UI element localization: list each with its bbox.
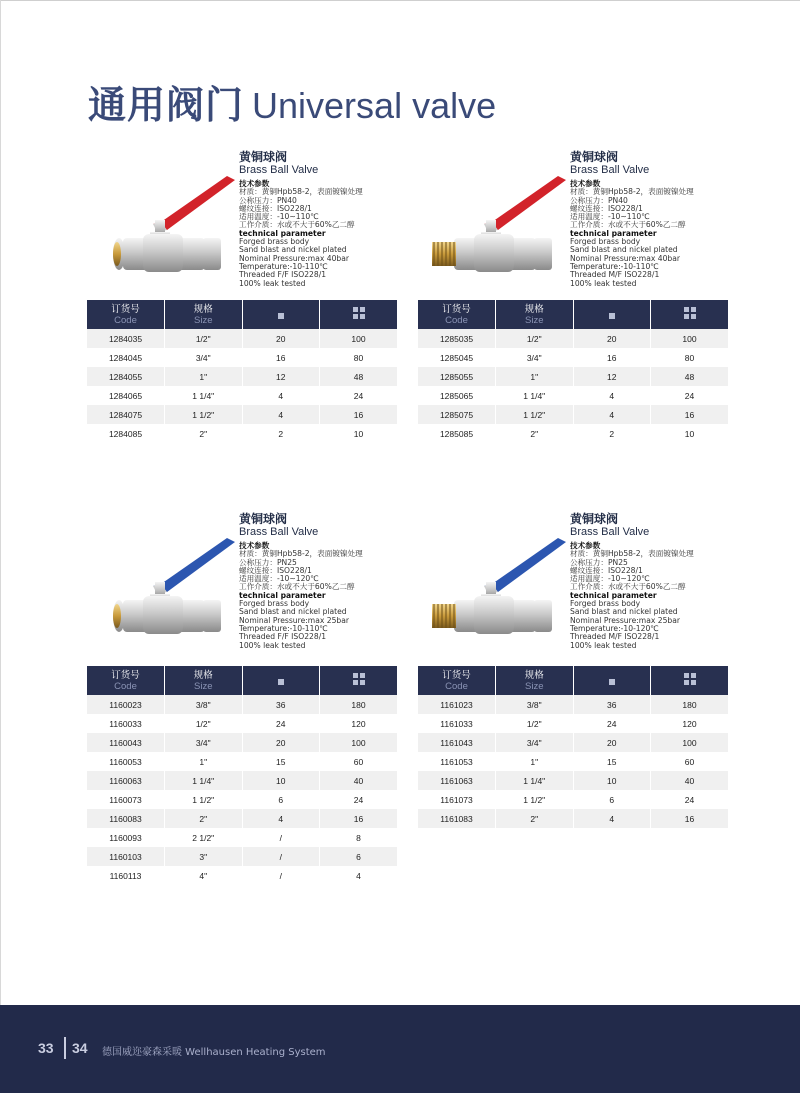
cell-carton-qty: 80 xyxy=(320,348,398,367)
cell-size: 1 1/4" xyxy=(165,386,243,405)
product-name-zh: 黄铜球阀 xyxy=(570,512,619,526)
spec-section-title: 技术参数 xyxy=(570,179,601,188)
company-name: 德国威迩豪森采暖 Wellhausen Heating System xyxy=(102,1047,326,1058)
header-code-zh: 订货号 xyxy=(111,669,140,681)
table-row xyxy=(418,771,728,790)
header-inner-box xyxy=(573,666,651,695)
cell-carton-qty: 40 xyxy=(651,771,729,790)
cell-size: 3/8" xyxy=(496,695,574,714)
header-size xyxy=(165,300,243,329)
cell-carton-qty: 180 xyxy=(651,695,729,714)
spec-line: Nominal Pressure:max 40bar xyxy=(570,253,681,263)
product-name-en: Brass Ball Valve xyxy=(570,164,650,176)
cell-carton-qty: 48 xyxy=(320,367,398,386)
cell-inner-qty: 36 xyxy=(573,695,651,714)
cell-code: 1160113 xyxy=(87,866,165,885)
spec-line: 100% leak tested xyxy=(570,278,637,288)
spec-line: 公称压力：PN25 xyxy=(570,557,628,567)
cell-inner-qty: 20 xyxy=(242,733,320,752)
cell-size: 3/8" xyxy=(165,695,243,714)
spec-line: Threaded M/F ISO228/1 xyxy=(570,632,660,642)
carton-icon xyxy=(684,307,696,319)
ball-valve-image xyxy=(426,162,571,272)
spec-line: 100% leak tested xyxy=(239,640,306,650)
cell-code: 1160103 xyxy=(87,847,165,866)
spec-line: Temperature:-10-120℃ xyxy=(570,623,659,633)
cell-size: 2" xyxy=(496,809,574,828)
spec-line: Nominal Pressure:max 40bar xyxy=(239,253,350,263)
spec-line: Nominal Pressure:max 25bar xyxy=(570,615,681,625)
header-code xyxy=(418,666,496,695)
spec-line: Forged brass body xyxy=(570,599,641,609)
spec-block xyxy=(570,150,740,288)
cell-size: 1/2" xyxy=(496,714,574,733)
cell-carton-qty: 16 xyxy=(651,809,729,828)
cell-carton-qty: 100 xyxy=(320,733,398,752)
table-row xyxy=(87,424,397,443)
cell-inner-qty: 12 xyxy=(242,367,320,386)
table-row xyxy=(418,733,728,752)
spec-line: Forged brass body xyxy=(570,237,641,247)
header-size-zh: 规格 xyxy=(524,303,544,315)
table-row xyxy=(87,367,397,386)
cell-code: 1285065 xyxy=(418,386,496,405)
cell-size: 2" xyxy=(496,424,574,443)
cell-carton-qty: 16 xyxy=(320,405,398,424)
cell-carton-qty: 120 xyxy=(320,714,398,733)
cell-size: 3/4" xyxy=(165,348,243,367)
cell-size: 1 1/2" xyxy=(165,405,243,424)
spec-section-title: 技术参数 xyxy=(239,179,270,188)
cell-carton-qty: 24 xyxy=(651,386,729,405)
spec-table xyxy=(418,300,728,443)
table-row xyxy=(418,695,728,714)
spec-section-title: technical parameter xyxy=(239,228,326,238)
inner-box-icon xyxy=(278,679,284,685)
footer xyxy=(0,1005,800,1093)
spec-lines xyxy=(239,180,409,288)
cell-carton-qty: 80 xyxy=(651,348,729,367)
cell-inner-qty: 6 xyxy=(573,790,651,809)
table-row xyxy=(418,367,728,386)
cell-inner-qty: / xyxy=(242,866,320,885)
cell-inner-qty: 20 xyxy=(242,329,320,348)
cell-code: 1285055 xyxy=(418,367,496,386)
cell-size: 1 1/4" xyxy=(496,386,574,405)
cell-carton-qty: 24 xyxy=(320,790,398,809)
cell-code: 1284055 xyxy=(87,367,165,386)
cell-inner-qty: 10 xyxy=(242,771,320,790)
cell-size: 3/4" xyxy=(165,733,243,752)
cell-size: 1 1/4" xyxy=(165,771,243,790)
spec-line: 材质：黄铜Hpb58-2，表面镀镍处理 xyxy=(239,187,363,197)
cell-size: 1 1/2" xyxy=(496,405,574,424)
spec-section-title: 技术参数 xyxy=(570,541,601,550)
header-inner-box xyxy=(242,300,320,329)
carton-icon xyxy=(353,307,365,319)
spec-line: 工作介质：水或不大于60%乙二醇 xyxy=(570,582,686,592)
header-code xyxy=(87,300,165,329)
header-size-en: Size xyxy=(525,680,544,692)
cell-code: 1284045 xyxy=(87,348,165,367)
header-code-en: Code xyxy=(445,314,468,326)
cell-inner-qty: 20 xyxy=(573,329,651,348)
cell-inner-qty: 36 xyxy=(242,695,320,714)
header-carton xyxy=(651,300,729,329)
cell-inner-qty: 4 xyxy=(242,386,320,405)
table-row xyxy=(87,695,397,714)
ball-valve-image xyxy=(95,524,240,634)
header-size xyxy=(496,300,574,329)
table-row xyxy=(87,386,397,405)
header-inner-box xyxy=(573,300,651,329)
spec-line: Sand blast and nickel plated xyxy=(570,245,678,255)
page-separator xyxy=(64,1037,66,1059)
ball-valve-image xyxy=(426,524,571,634)
cell-size: 3" xyxy=(165,847,243,866)
cell-inner-qty: 4 xyxy=(573,809,651,828)
header-code xyxy=(87,666,165,695)
spec-table xyxy=(87,666,397,885)
cell-inner-qty: 16 xyxy=(573,348,651,367)
table-header-row xyxy=(87,666,397,695)
spec-lines xyxy=(239,542,409,650)
cell-size: 3/4" xyxy=(496,733,574,752)
table-header-row xyxy=(418,300,728,329)
spec-section-title: 技术参数 xyxy=(239,541,270,550)
cell-code: 1285045 xyxy=(418,348,496,367)
cell-inner-qty: 12 xyxy=(573,367,651,386)
cell-size: 1 1/2" xyxy=(496,790,574,809)
header-size-zh: 规格 xyxy=(193,303,213,315)
header-size-en: Size xyxy=(525,314,544,326)
product-name-en: Brass Ball Valve xyxy=(239,164,319,176)
table-header-row xyxy=(418,666,728,695)
spec-line: 材质：黄铜Hpb58-2，表面镀镍处理 xyxy=(239,549,363,559)
table-row xyxy=(418,752,728,771)
header-code-en: Code xyxy=(114,314,137,326)
spec-line: 适用温度：-10~120℃ xyxy=(239,574,319,584)
cell-carton-qty: 10 xyxy=(320,424,398,443)
inner-box-icon xyxy=(609,313,615,319)
spec-lines xyxy=(570,180,740,288)
header-code-zh: 订货号 xyxy=(442,669,471,681)
spec-block xyxy=(239,150,409,288)
spec-line: Threaded F/F ISO228/1 xyxy=(239,270,327,280)
cell-inner-qty: / xyxy=(242,828,320,847)
cell-inner-qty: 6 xyxy=(242,790,320,809)
spec-table xyxy=(418,666,728,828)
spec-line: 适用温度：-10~110℃ xyxy=(570,212,650,222)
spec-line: 适用温度：-10~120℃ xyxy=(570,574,650,584)
header-size-en: Size xyxy=(194,680,213,692)
cell-inner-qty: 16 xyxy=(242,348,320,367)
cell-size: 1/2" xyxy=(165,714,243,733)
spec-table xyxy=(87,300,397,443)
cell-size: 1/2" xyxy=(496,329,574,348)
cell-carton-qty: 100 xyxy=(651,329,729,348)
cell-carton-qty: 6 xyxy=(320,847,398,866)
header-code-en: Code xyxy=(114,680,137,692)
cell-code: 1161063 xyxy=(418,771,496,790)
cell-inner-qty: 24 xyxy=(242,714,320,733)
product-name-en: Brass Ball Valve xyxy=(239,526,319,538)
cell-size: 4" xyxy=(165,866,243,885)
spec-block xyxy=(239,512,409,650)
cell-code: 1160083 xyxy=(87,809,165,828)
cell-size: 1 1/4" xyxy=(496,771,574,790)
cell-carton-qty: 120 xyxy=(651,714,729,733)
cell-carton-qty: 10 xyxy=(651,424,729,443)
side-rule xyxy=(0,0,1,1005)
header-size-en: Size xyxy=(194,314,213,326)
cell-carton-qty: 100 xyxy=(320,329,398,348)
spec-line: 公称压力：PN25 xyxy=(239,557,297,567)
spec-line: 材质：黄铜Hpb58-2，表面镀镍处理 xyxy=(570,549,694,559)
cell-code: 1284085 xyxy=(87,424,165,443)
cell-size: 3/4" xyxy=(496,348,574,367)
spec-section-title: technical parameter xyxy=(570,590,657,600)
header-inner-box xyxy=(242,666,320,695)
spec-line: 100% leak tested xyxy=(570,640,637,650)
cell-carton-qty: 60 xyxy=(320,752,398,771)
cell-carton-qty: 40 xyxy=(320,771,398,790)
cell-size: 1" xyxy=(496,367,574,386)
spec-line: Forged brass body xyxy=(239,237,310,247)
cell-inner-qty: 4 xyxy=(242,809,320,828)
spec-line: Threaded M/F ISO228/1 xyxy=(570,270,660,280)
header-code-zh: 订货号 xyxy=(442,303,471,315)
spec-line: Sand blast and nickel plated xyxy=(239,607,347,617)
header-size xyxy=(165,666,243,695)
table-row xyxy=(87,866,397,885)
page-title-zh: 通用阀门 xyxy=(88,83,245,127)
inner-box-icon xyxy=(278,313,284,319)
cell-inner-qty: 4 xyxy=(573,405,651,424)
spec-lines xyxy=(570,542,740,650)
cell-size: 1" xyxy=(496,752,574,771)
header-size-zh: 规格 xyxy=(524,669,544,681)
header-carton xyxy=(320,300,398,329)
spec-line: 螺纹连接：ISO228/1 xyxy=(570,565,643,575)
top-rule xyxy=(0,0,800,1)
cell-size: 1/2" xyxy=(165,329,243,348)
spec-line: Temperature:-10-110℃ xyxy=(239,623,328,633)
cell-code: 1160043 xyxy=(87,733,165,752)
cell-code: 1284075 xyxy=(87,405,165,424)
cell-code: 1160073 xyxy=(87,790,165,809)
spec-line: Nominal Pressure:max 25bar xyxy=(239,615,350,625)
table-row xyxy=(87,809,397,828)
table-row xyxy=(87,348,397,367)
spec-line: Threaded F/F ISO228/1 xyxy=(239,632,327,642)
cell-inner-qty: 2 xyxy=(573,424,651,443)
cell-inner-qty: 15 xyxy=(242,752,320,771)
table-row xyxy=(87,847,397,866)
spec-line: 公称压力：PN40 xyxy=(570,195,628,205)
cell-code: 1161023 xyxy=(418,695,496,714)
spec-line: 螺纹连接：ISO228/1 xyxy=(239,203,312,213)
page-title xyxy=(88,74,496,129)
cell-inner-qty: 2 xyxy=(242,424,320,443)
table-row xyxy=(418,790,728,809)
cell-inner-qty: 20 xyxy=(573,733,651,752)
cell-code: 1161073 xyxy=(418,790,496,809)
header-code-en: Code xyxy=(445,680,468,692)
table-row xyxy=(87,752,397,771)
cell-size: 2" xyxy=(165,809,243,828)
cell-code: 1285075 xyxy=(418,405,496,424)
product-name-zh: 黄铜球阀 xyxy=(239,150,288,164)
header-code-zh: 订货号 xyxy=(111,303,140,315)
carton-icon xyxy=(353,673,365,685)
cell-size: 2 1/2" xyxy=(165,828,243,847)
carton-icon xyxy=(684,673,696,685)
cell-carton-qty: 16 xyxy=(320,809,398,828)
ball-valve-image xyxy=(95,162,240,272)
spec-line: 工作介质：水或不大于60%乙二醇 xyxy=(239,582,355,592)
cell-code: 1160063 xyxy=(87,771,165,790)
table-row xyxy=(87,733,397,752)
cell-inner-qty: 4 xyxy=(242,405,320,424)
page-title-en: Universal valve xyxy=(252,85,497,126)
product-name-zh: 黄铜球阀 xyxy=(570,150,619,164)
spec-line: 工作介质：水或不大于60%乙二醇 xyxy=(570,220,686,230)
table-row xyxy=(87,828,397,847)
table-row xyxy=(87,790,397,809)
cell-carton-qty: 100 xyxy=(651,733,729,752)
spec-line: Temperature:-10-110℃ xyxy=(570,261,659,271)
page-number-right: 34 xyxy=(72,1040,88,1056)
table-row xyxy=(418,329,728,348)
header-size xyxy=(496,666,574,695)
table-row xyxy=(87,405,397,424)
header-carton xyxy=(651,666,729,695)
cell-code: 1284035 xyxy=(87,329,165,348)
cell-code: 1160053 xyxy=(87,752,165,771)
spec-section-title: technical parameter xyxy=(239,590,326,600)
cell-code: 1285035 xyxy=(418,329,496,348)
spec-block xyxy=(570,512,740,650)
cell-code: 1161053 xyxy=(418,752,496,771)
product-block xyxy=(418,512,728,824)
cell-carton-qty: 4 xyxy=(320,866,398,885)
cell-code: 1161083 xyxy=(418,809,496,828)
inner-box-icon xyxy=(609,679,615,685)
spec-line: 工作介质：水或不大于60%乙二醇 xyxy=(239,220,355,230)
page-number-left: 33 xyxy=(38,1040,54,1056)
product-name-zh: 黄铜球阀 xyxy=(239,512,288,526)
table-row xyxy=(418,809,728,828)
cell-carton-qty: 60 xyxy=(651,752,729,771)
cell-code: 1285085 xyxy=(418,424,496,443)
product-name-en: Brass Ball Valve xyxy=(570,526,650,538)
spec-line: 螺纹连接：ISO228/1 xyxy=(239,565,312,575)
table-row xyxy=(87,329,397,348)
spec-line: 材质：黄铜Hpb58-2，表面镀镍处理 xyxy=(570,187,694,197)
cell-carton-qty: 24 xyxy=(320,386,398,405)
cell-size: 1" xyxy=(165,367,243,386)
table-row xyxy=(87,714,397,733)
cell-inner-qty: / xyxy=(242,847,320,866)
cell-code: 1160093 xyxy=(87,828,165,847)
table-row xyxy=(87,771,397,790)
cell-size: 1" xyxy=(165,752,243,771)
cell-inner-qty: 10 xyxy=(573,771,651,790)
spec-line: 公称压力：PN40 xyxy=(239,195,297,205)
cell-carton-qty: 48 xyxy=(651,367,729,386)
cell-carton-qty: 8 xyxy=(320,828,398,847)
header-code xyxy=(418,300,496,329)
spec-line: Forged brass body xyxy=(239,599,310,609)
spec-line: Sand blast and nickel plated xyxy=(570,607,678,617)
product-block xyxy=(87,150,397,439)
cell-inner-qty: 15 xyxy=(573,752,651,771)
cell-carton-qty: 16 xyxy=(651,405,729,424)
cell-size: 2" xyxy=(165,424,243,443)
table-row xyxy=(418,348,728,367)
product-block xyxy=(418,150,728,439)
table-header-row xyxy=(87,300,397,329)
cell-code: 1160033 xyxy=(87,714,165,733)
table-row xyxy=(418,386,728,405)
cell-code: 1161043 xyxy=(418,733,496,752)
spec-section-title: technical parameter xyxy=(570,228,657,238)
cell-size: 1 1/2" xyxy=(165,790,243,809)
table-row xyxy=(418,424,728,443)
spec-line: Temperature:-10-110℃ xyxy=(239,261,328,271)
product-block xyxy=(87,512,397,881)
cell-inner-qty: 4 xyxy=(573,386,651,405)
header-carton xyxy=(320,666,398,695)
spec-line: 适用温度：-10~110℃ xyxy=(239,212,319,222)
cell-code: 1160023 xyxy=(87,695,165,714)
cell-carton-qty: 24 xyxy=(651,790,729,809)
table-row xyxy=(418,405,728,424)
spec-line: Sand blast and nickel plated xyxy=(239,245,347,255)
cell-code: 1161033 xyxy=(418,714,496,733)
cell-code: 1284065 xyxy=(87,386,165,405)
cell-inner-qty: 24 xyxy=(573,714,651,733)
spec-line: 螺纹连接：ISO228/1 xyxy=(570,203,643,213)
header-size-zh: 规格 xyxy=(193,669,213,681)
table-row xyxy=(418,714,728,733)
cell-carton-qty: 180 xyxy=(320,695,398,714)
spec-line: 100% leak tested xyxy=(239,278,306,288)
